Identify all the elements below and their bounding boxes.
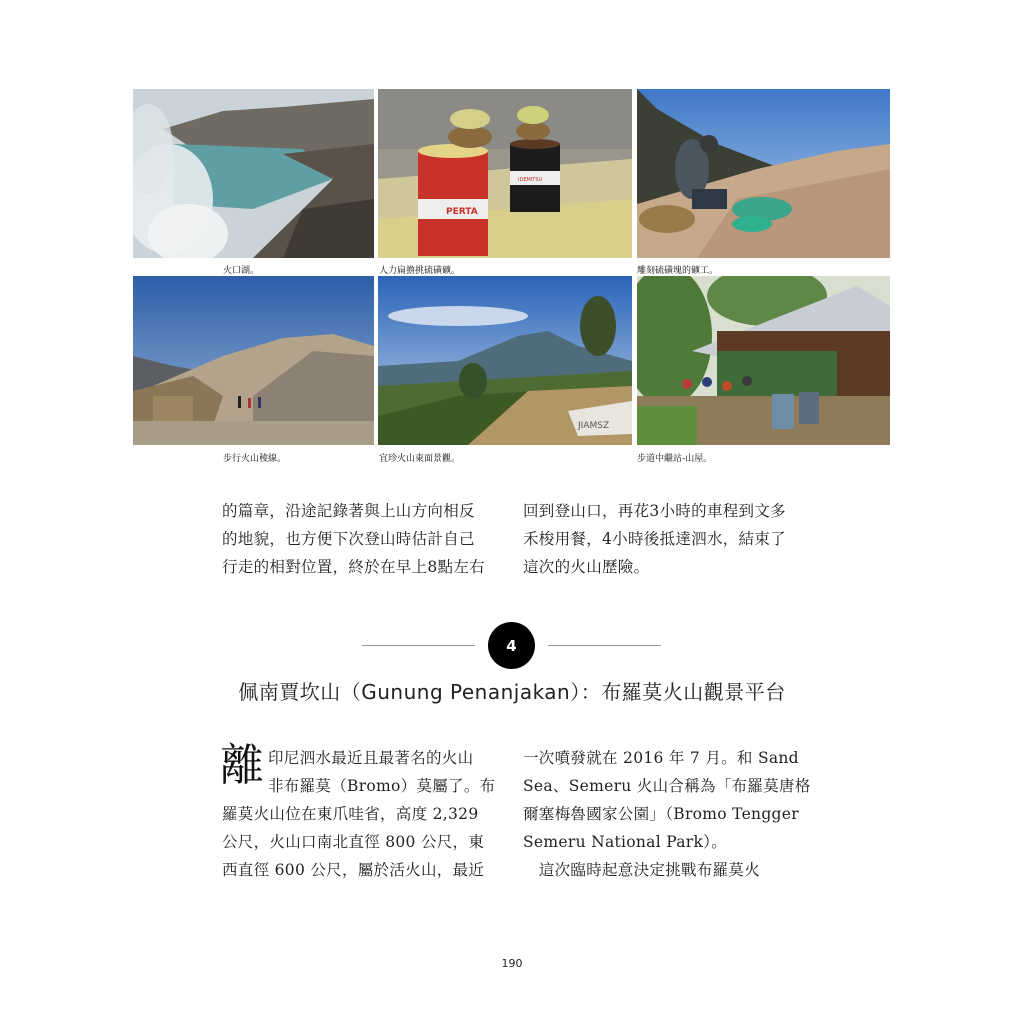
text-line: 爾塞梅魯國家公園」（Bromo Tengger: [523, 805, 799, 823]
photo-caption: 宜珍火山東面景觀。: [379, 454, 461, 464]
photo-caption: 步行火山稜線。: [223, 454, 287, 464]
text-line: 這次的火山歷險。: [523, 558, 650, 576]
page-number: 190: [501, 957, 523, 970]
text-line: Semeru National Park）。: [523, 833, 728, 851]
drum-label-idemitsu: IDEMITSU: [518, 177, 543, 183]
text-line: 羅莫火山位在東爪哇省，高度 2,329: [222, 805, 479, 823]
section-divider-left: [362, 645, 475, 646]
photo-mountain-hut: [637, 276, 890, 445]
text-line: 回到登山口，再花3小時的車程到文多: [523, 502, 786, 520]
text-line: 禾梭用餐，4小時後抵達泗水，結束了: [523, 530, 786, 548]
body-bottom-left-column: [222, 744, 495, 884]
photo-east-view: [378, 276, 632, 445]
body-top-left-column: [222, 497, 485, 581]
photo-caption: 雕刻硫磺塊的礦工。: [637, 266, 719, 276]
text-line: 的地貌，也方便下次登山時估計自己: [222, 530, 475, 548]
photo-caption: 步道中繼站-山屋。: [637, 454, 713, 464]
photo-ridge-walk: [133, 276, 374, 445]
photo-caption: 火口湖。: [223, 266, 260, 276]
text-line: 公尺，火山口南北直徑 800 公尺，東: [222, 833, 485, 851]
text-line: 這次臨時起意決定挑戰布羅莫火: [523, 861, 761, 879]
text-line: 的篇章，沿途記錄著與上山方向相反: [222, 502, 475, 520]
section-title: 佩南賈坎山（Gunung Penanjakan）：布羅莫火山觀景平台: [238, 680, 786, 704]
text-line: 非布羅莫（Bromo）莫屬了。布: [268, 777, 496, 795]
section-number-badge: [488, 622, 535, 669]
photo-sulfur-miner: [637, 89, 890, 258]
text-line: 西直徑 600 公尺，屬於活火山，最近: [222, 861, 485, 879]
rock-graffiti: JIAMSZ: [578, 421, 610, 431]
text-line: 印尼泗水最近且最著名的火山: [268, 749, 474, 767]
text-line: Sea、Semeru 火山合稱為「布羅莫唐格: [523, 777, 811, 795]
drum-label-pertamina: PERTA: [446, 207, 478, 217]
section-divider-right: [548, 645, 661, 646]
section-number: 4: [506, 636, 517, 655]
drop-cap: 離: [220, 740, 264, 791]
body-top-right-column: [523, 497, 786, 581]
photo-caption: 人力扁擔挑硫磺礦。: [379, 266, 461, 276]
body-bottom-right-column: [523, 744, 811, 884]
text-line: 行走的相對位置，終於在早上8點左右: [222, 558, 485, 576]
photo-crater-lake: [133, 89, 374, 258]
photo-sulfur-drums: [378, 89, 632, 258]
text-line: 一次噴發就在 2016 年 7 月。和 Sand: [523, 749, 799, 767]
